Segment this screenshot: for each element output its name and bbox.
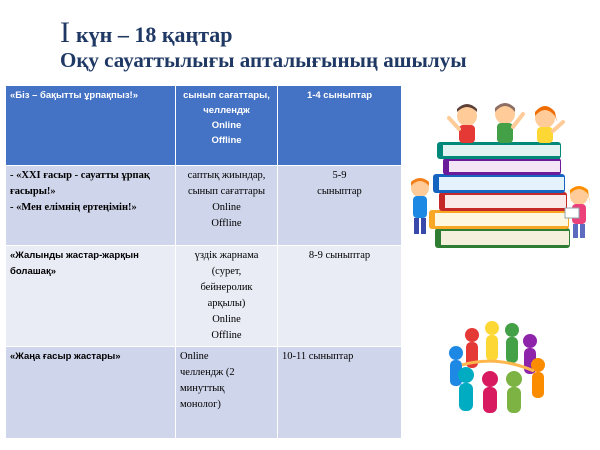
- child-figure: [411, 178, 429, 234]
- table-row: [6, 166, 402, 246]
- table-cell-format: сынып сағаттары, челлендж Online Offline: [176, 86, 278, 166]
- table-cell-grades: 1-4 сыныптар: [278, 86, 402, 166]
- table-row: [6, 246, 402, 347]
- book-stack: [429, 142, 570, 248]
- person-figure: [505, 323, 519, 363]
- person-figure: [485, 321, 499, 361]
- title-roman-numeral: I: [60, 16, 70, 49]
- table-row: [6, 86, 402, 166]
- child-figure: [449, 104, 477, 143]
- table-cell-grades: 5-9 сыныптар: [278, 166, 402, 246]
- slide-title: [60, 16, 467, 72]
- table-cell-grades: 8-9 сыныптар: [278, 246, 402, 347]
- table-cell-format: саптық жиындар, сынып сағаттары Online Offline: [176, 166, 278, 246]
- table-cell-format: үздік жарнама (сурет, бейнеролик арқылы) Online Offline: [176, 246, 278, 347]
- table-cell-format: Online челлендж (2 минуттық монолог): [176, 347, 278, 439]
- events-table: [5, 85, 402, 439]
- person-figure: [458, 367, 474, 411]
- table-cell-event: «Жаңа ғасыр жастары»: [6, 347, 176, 439]
- title-date: күн – 18 қаңтар: [76, 22, 233, 47]
- title-line-1: [60, 16, 467, 49]
- table-cell-event: - «ХХІ ғасыр - сауатты ұрпақ ғасыры!» - «Мен елімнің ертеңімін!»: [6, 166, 176, 246]
- child-figure: [535, 106, 563, 143]
- title-line-2: Оқу сауаттылығы апталығының ашылуы: [60, 48, 467, 72]
- table-cell-event: «Жалынды жастар-жарқын болашақ»: [6, 246, 176, 347]
- kids-on-books-illustration: [405, 100, 595, 260]
- table-cell-event: «Біз – бақытты ұрпақпыз!»: [6, 86, 176, 166]
- person-figure: [482, 371, 498, 413]
- table-cell-grades: 10-11 сыныптар: [278, 347, 402, 439]
- table-row: [6, 347, 402, 439]
- child-figure: [495, 103, 523, 143]
- people-circle-illustration: [442, 315, 552, 415]
- person-figure: [506, 371, 522, 413]
- person-figure: [531, 358, 545, 398]
